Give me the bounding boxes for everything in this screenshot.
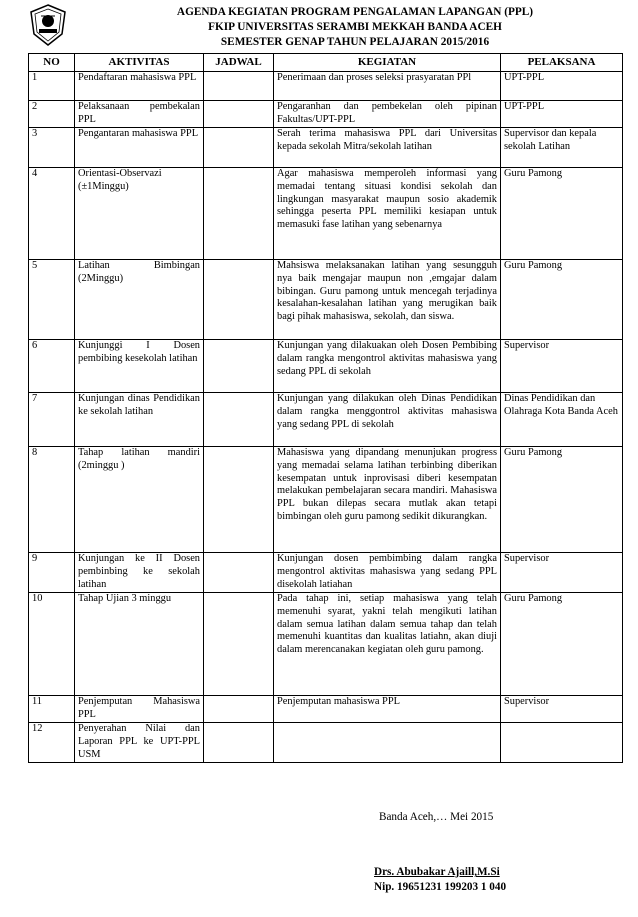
row-pelaksana: UPT-PPL [501,72,623,101]
row-aktivitas: Penyerahan Nilai dan Laporan PPL ke UPT-PPL USM [75,723,204,763]
row-kegiatan [274,723,501,763]
signatory-nip: Nip. 19651231 199203 1 040 [374,881,507,893]
row-kegiatan: Kunjungan yang dilakuakan oleh Dosen Pembibing dalam rangka mengontrol aktivitas mahasiswa yang sedang PPL di sekolah [274,340,501,393]
row-jadwal [204,101,274,128]
table-row [29,696,623,723]
row-pelaksana: Guru Pamong [501,447,623,553]
row-jadwal [204,553,274,593]
row-number: 5 [29,260,75,340]
row-aktivitas: Pengantaran mahasiswa PPL [75,128,204,168]
row-number: 8 [29,447,75,553]
row-pelaksana: UPT-PPL [501,101,623,128]
col-header-kegiatan: KEGIATAN [274,54,501,72]
row-kegiatan: Mahsiswa melaksanakan latihan yang sesungguh nya baik mengajar maupun non ,emgajar dalam bibingan. Guru pamong untuk mencegah terjadinya kesalahan-kesalahan latihan yang merugikan baik bagi pihak mahasiswa, sekolah, dan siswa. [274,260,501,340]
table-row [29,101,623,128]
row-aktivitas: Pelaksanaan pembekalan PPL [75,101,204,128]
row-jadwal [204,260,274,340]
row-jadwal [204,340,274,393]
table-row [29,340,623,393]
signatory-name: Drs. Abubakar Ajaill,M.Si [374,866,500,878]
row-pelaksana: Supervisor dan kepala sekolah Latihan [501,128,623,168]
row-number: 7 [29,393,75,447]
row-pelaksana [501,723,623,763]
row-number: 11 [29,696,75,723]
col-header-jadwal: JADWAL [204,54,274,72]
col-header-aktivitas: AKTIVITAS [75,54,204,72]
row-jadwal [204,72,274,101]
row-jadwal [204,723,274,763]
row-kegiatan: Pada tahap ini, setiap mahasiswa yang telah memenuhi syarat, yakni telah mengikuti latihan dalam semua latihan dalam semua tahap dan telah memenuhi kuantitas dan kualitas latiahn, akan diuji dalam merencanakan kegiatan oleh guru pamong. [274,593,501,696]
row-aktivitas: Pendaftaran mahasiswa PPL [75,72,204,101]
table-header-row [29,54,623,72]
row-kegiatan: Serah terima mahasiswa PPL dari Universitas kepada sekolah Mitra/sekolah latihan [274,128,501,168]
title-line-3: SEMESTER GENAP TAHUN PELAJARAN 2015/2016 [220,36,490,48]
place-date: Banda Aceh,… Mei 2015 [379,811,494,823]
row-pelaksana: Supervisor [501,696,623,723]
row-jadwal [204,128,274,168]
row-number: 1 [29,72,75,101]
row-jadwal [204,696,274,723]
col-header-no: NO [29,54,75,72]
table-row [29,393,623,447]
row-aktivitas: Tahap Ujian 3 minggu [75,593,204,696]
row-jadwal [204,593,274,696]
row-number: 9 [29,553,75,593]
row-kegiatan: Kunjungan yang dilakukan oleh Dinas Pendidikan dalam rangka menggontrol aktivitas mahasiswa yang sedang PPL di sekolah [274,393,501,447]
col-header-pelaksana: PELAKSANA [501,54,623,72]
row-kegiatan: Penjemputan mahasiswa PPL [274,696,501,723]
row-kegiatan: Pengaranhan dan pembekelan oleh pipinan Fakultas/UPT-PPL [274,101,501,128]
row-pelaksana: Guru Pamong [501,168,623,260]
row-aktivitas: Tahap latihan mandiri (2minggu ) [75,447,204,553]
table-row [29,593,623,696]
row-pelaksana: Supervisor [501,340,623,393]
row-pelaksana: Supervisor [501,553,623,593]
row-jadwal [204,168,274,260]
row-number: 12 [29,723,75,763]
row-kegiatan: Mahasiswa yang dipandang menunjukan progress yang memadai selama latihan terbinbing diberikan kesempatan untuk inprovisasi diberi kesempatan melakukan pembelajaran secara mandiri. Mahasiswa PPL bukan dilepas secara mutlak akan tetapi bimbingan oleh guru pamong sedikit dikurangkan. [274,447,501,553]
row-pelaksana: Dinas Pendidikan dan Olahraga Kota Banda Aceh [501,393,623,447]
row-number: 6 [29,340,75,393]
row-number: 3 [29,128,75,168]
row-number: 4 [29,168,75,260]
row-kegiatan: Penerimaan dan proses seleksi prasyaratan PPl [274,72,501,101]
agenda-table [28,53,623,763]
row-kegiatan: Kunjungan dosen pembimbing dalam rangka mengontrol aktivitas mahasiswa yang sedang PPL disekolah latiahan [274,553,501,593]
table-row [29,553,623,593]
row-aktivitas: Kunjungan ke II Dosen pembinbing ke sekolah latihan [75,553,204,593]
table-row [29,447,623,553]
table-row [29,72,623,101]
row-aktivitas: Kunjungan dinas Pendidikan ke sekolah latihan [75,393,204,447]
row-jadwal [204,393,274,447]
row-pelaksana: Guru Pamong [501,593,623,696]
table-row [29,128,623,168]
row-aktivitas: Latihan Bimbingan (2Minggu) [75,260,204,340]
title-line-2: FKIP UNIVERSITAS SERAMBI MEKKAH BANDA ACEH [208,21,502,33]
row-aktivitas: Kunjunggi I Dosen pembibing kesekolah latihan [75,340,204,393]
row-kegiatan: Agar mahasiswa memperoleh informasi yang memadai tentang situasi kondisi sekolah dan lingkungan masyarakat maupun sosio akademik sehingga peserta PPL memiliki kesiapan untuk memasuki fase latihan yang sebenarnya [274,168,501,260]
row-aktivitas: Orientasi-Observazi (±1Minggu) [75,168,204,260]
row-aktivitas: Penjemputan Mahasiswa PPL [75,696,204,723]
title-line-1: AGENDA KEGIATAN PROGRAM PENGALAMAN LAPANGAN (PPL) [176,6,534,18]
table-row [29,168,623,260]
row-jadwal [204,447,274,553]
row-number: 10 [29,593,75,696]
row-number: 2 [29,101,75,128]
row-pelaksana: Guru Pamong [501,260,623,340]
table-row [29,723,623,763]
table-row [29,260,623,340]
